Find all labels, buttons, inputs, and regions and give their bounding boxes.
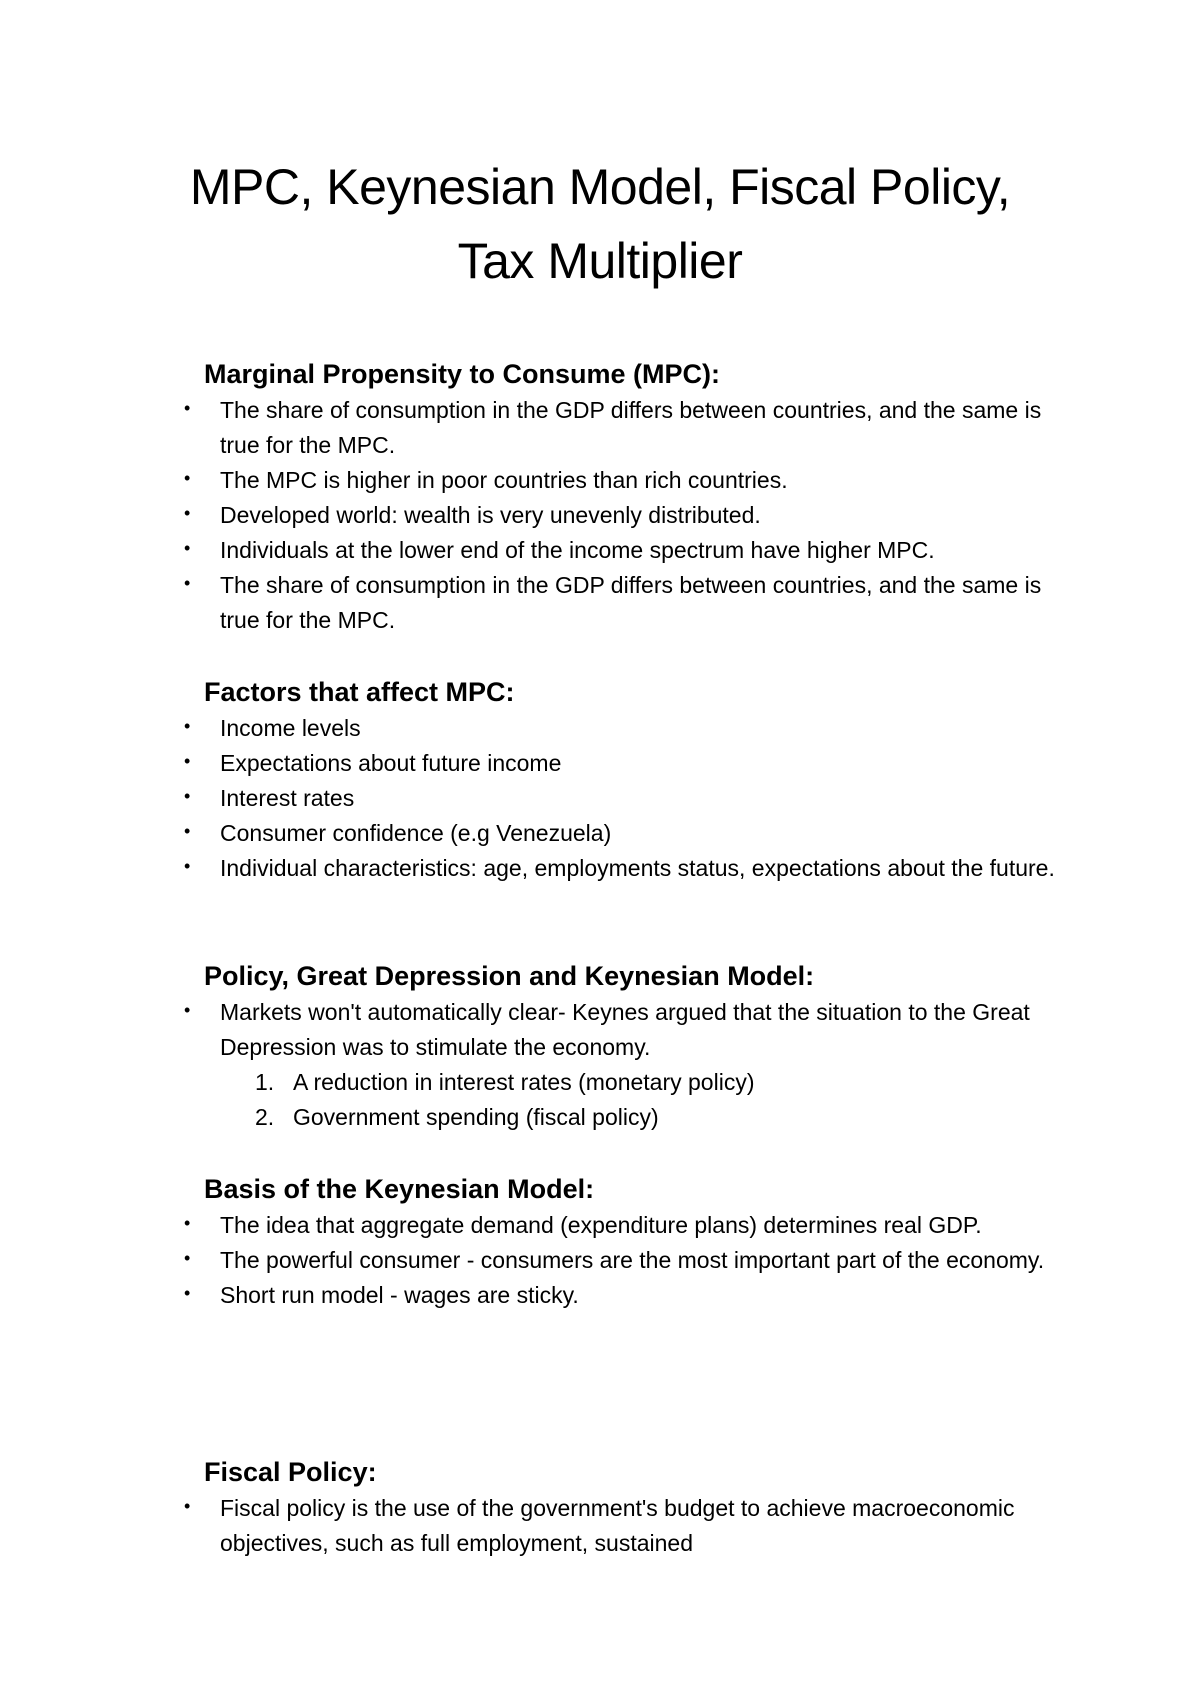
numbered-item [0, 1100, 1200, 1135]
section-heading: Marginal Propensity to Consume (MPC): [204, 359, 721, 389]
bullet-icon: • [184, 786, 191, 806]
numbered-list [0, 1065, 1200, 1135]
list-item [0, 463, 1070, 498]
list-item-text: Interest rates [220, 785, 355, 811]
list-item-text: The MPC is higher in poor countries than rich countries. [220, 467, 788, 493]
bullet-list [0, 393, 1200, 638]
list-item [0, 393, 1070, 463]
bullet-icon: • [184, 398, 191, 418]
section-heading: Policy, Great Depression and Keynesian Model: [204, 961, 815, 991]
list-item-text: The powerful consumer - consumers are the most important part of the economy. [220, 1247, 1045, 1273]
list-item [0, 533, 1070, 568]
list-item [0, 1491, 1070, 1561]
section-heading: Factors that affect MPC: [204, 677, 515, 707]
list-item [0, 1278, 1070, 1313]
numbered-item [0, 1065, 1200, 1100]
list-item [0, 711, 1070, 746]
section-heading: Fiscal Policy: [204, 1457, 377, 1487]
list-item [0, 816, 1070, 851]
numbered-marker: 2. [255, 1104, 275, 1130]
bullet-icon: • [184, 1248, 191, 1268]
list-item-text: The share of consumption in the GDP differs between countries, and the same is true for the MPC. [220, 397, 1042, 458]
bullet-icon: • [184, 1213, 191, 1233]
list-item-text: Income levels [220, 715, 361, 741]
numbered-item-text: Government spending (fiscal policy) [293, 1104, 659, 1130]
list-item-text: The idea that aggregate demand (expenditure plans) determines real GDP. [220, 1212, 982, 1238]
bullet-icon: • [184, 856, 191, 876]
bullet-list [0, 711, 1200, 886]
list-item [0, 1208, 1070, 1243]
numbered-list-wrapper [0, 1065, 1200, 1135]
list-item [0, 746, 1070, 781]
title-line-1: MPC, Keynesian Model, Fiscal Policy, [189, 159, 1011, 215]
title-line-2: Tax Multiplier [457, 233, 743, 289]
bullet-icon: • [184, 1496, 191, 1516]
list-item-text: The share of consumption in the GDP differs between countries, and the same is true for the MPC. [220, 572, 1042, 633]
bullet-icon: • [184, 716, 191, 736]
list-item [0, 1243, 1070, 1278]
bullet-icon: • [184, 468, 191, 488]
section-heading: Basis of the Keynesian Model: [204, 1174, 595, 1204]
bullet-icon: • [184, 503, 191, 523]
bullet-icon: • [184, 751, 191, 771]
list-item-text: Individuals at the lower end of the income spectrum have higher MPC. [220, 537, 935, 563]
list-item-text: Developed world: wealth is very unevenly distributed. [220, 502, 761, 528]
list-item [0, 851, 1070, 886]
list-item [0, 995, 1070, 1065]
list-item [0, 568, 1070, 638]
list-item-text: Expectations about future income [220, 750, 562, 776]
numbered-item-text: A reduction in interest rates (monetary policy) [293, 1069, 755, 1095]
bullet-icon: • [184, 573, 191, 593]
list-item-text: Fiscal policy is the use of the government's budget to achieve macroeconomic objectives, such as full employment, sustained [220, 1495, 1015, 1556]
list-item-text: Markets won't automatically clear- Keynes argued that the situation to the Great Depression was to stimulate the economy. [220, 999, 1030, 1060]
bullet-list [0, 1208, 1200, 1313]
list-item-text: Individual characteristics: age, employments status, expectations about the future. [220, 855, 1055, 881]
document-title [0, 150, 1200, 298]
bullet-icon: • [184, 821, 191, 841]
list-item-text: Short run model - wages are sticky. [220, 1282, 579, 1308]
list-item-text: Consumer confidence (e.g Venezuela) [220, 820, 612, 846]
bullet-icon: • [184, 1283, 191, 1303]
bullet-icon: • [184, 538, 191, 558]
list-item [0, 781, 1070, 816]
bullet-icon: • [184, 1000, 191, 1020]
bullet-list [0, 1491, 1200, 1561]
bullet-list [0, 995, 1200, 1135]
list-item [0, 498, 1070, 533]
numbered-marker: 1. [255, 1069, 275, 1095]
